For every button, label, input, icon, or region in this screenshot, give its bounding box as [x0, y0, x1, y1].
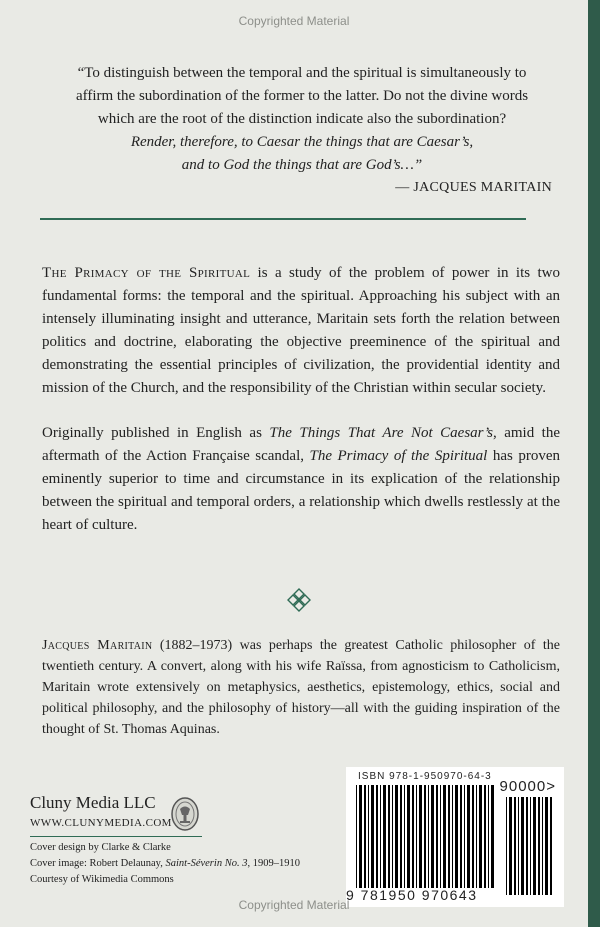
- barcode-bar: [542, 797, 543, 895]
- quote-line: which are the root of the distinction indicate also the subordination?: [97, 111, 507, 127]
- publication-paragraph: [42, 422, 560, 537]
- barcode-bar: [538, 797, 540, 895]
- barcode-bar: [484, 785, 486, 888]
- quote-line: “To distinguish between the temporal and the spiritual is simultaneously to: [77, 65, 527, 81]
- quote-line: affirm the subordination of the former to the latter. Do not the divine words: [75, 88, 529, 104]
- watermark-bottom: Copyrighted Material: [238, 898, 350, 912]
- barcode-bar: [550, 797, 552, 895]
- barcode-bar: [392, 785, 393, 888]
- courtesy-credit: Courtesy of Wikimedia Commons: [30, 874, 174, 885]
- barcode-bar: [436, 785, 438, 888]
- image-credit-title: Saint-Séverin No. 3: [165, 858, 248, 869]
- barcode-bar: [419, 785, 422, 888]
- barcode-bar: [533, 797, 536, 895]
- image-credit: [30, 856, 300, 872]
- barcode-bar: [376, 785, 378, 888]
- barcode-bar: [448, 785, 450, 888]
- design-credit: Cover design by Clarke & Clarke: [30, 842, 171, 853]
- image-credit-suffix: , 1909–1910: [247, 858, 300, 869]
- barcode-bar: [356, 785, 357, 888]
- publisher-seal-icon: [170, 796, 200, 832]
- barcode-bar: [476, 785, 477, 888]
- barcode-bar: [521, 797, 524, 895]
- image-credit-prefix: Cover image: Robert Delaunay,: [30, 858, 166, 869]
- book-title-italic: The Primacy of the Spiritual: [309, 448, 488, 464]
- publisher-url: WWW.CLUNYMEDIA.COM: [30, 817, 172, 829]
- quote-attribution: — JACQUES MARITAIN: [395, 180, 552, 195]
- barcode-bar: [488, 785, 489, 888]
- barcode-bar: [440, 785, 441, 888]
- watermark-top: Copyrighted Material: [238, 14, 350, 28]
- barcode-bar: [407, 785, 410, 888]
- barcode-bar: [472, 785, 474, 888]
- publisher-name: Cluny Media LLC: [30, 793, 156, 812]
- original-title: The Things That Are Not Caesar’s: [269, 425, 493, 441]
- barcode-bar: [428, 785, 429, 888]
- barcode-digits: 9 781950 970643: [346, 887, 478, 903]
- publication-text: , amid the aftermath of the Action Française scandal,: [42, 425, 561, 464]
- fleuron-ornament-icon: [286, 587, 312, 613]
- barcode-bar: [404, 785, 405, 888]
- barcode-main-bars: [356, 785, 494, 888]
- isbn-barcode: [346, 767, 564, 907]
- barcode-bar: [506, 797, 507, 895]
- barcode-bar: [509, 797, 512, 895]
- barcode-bar: [514, 797, 516, 895]
- price-code: 90000>: [499, 778, 556, 795]
- barcode-bar: [416, 785, 417, 888]
- book-title: The Primacy of the Spiritual: [42, 265, 251, 281]
- barcode-bar: [400, 785, 402, 888]
- description-paragraph: [42, 262, 560, 400]
- spine-edge-strip: [588, 0, 600, 927]
- barcode-bar: [452, 785, 453, 888]
- author-bio-paragraph: [42, 635, 560, 740]
- barcode-bar: [383, 785, 386, 888]
- barcode-bar: [380, 785, 381, 888]
- barcode-bar: [460, 785, 462, 888]
- publisher-divider: [30, 836, 202, 837]
- barcode-bar: [479, 785, 482, 888]
- divider-rule: [40, 218, 526, 220]
- author-name: Jacques Maritain: [42, 638, 153, 653]
- barcode-bar: [364, 785, 366, 888]
- barcode-bar: [443, 785, 446, 888]
- barcode-bar: [530, 797, 531, 895]
- barcode-bar: [371, 785, 374, 888]
- barcode-addon-bars: [506, 797, 554, 895]
- barcode-bar: [545, 797, 548, 895]
- barcode-bar: [368, 785, 369, 888]
- cover-credits: [30, 840, 300, 888]
- publication-text: has proven eminently superior to time and circumstance in its explication of the relationship between the spiritual and temporal orders, a relationship which dwells restlessly at the heart of culture.: [42, 448, 560, 533]
- barcode-bar: [491, 785, 494, 888]
- publication-text: Originally published in English as: [42, 425, 270, 441]
- epigraph-quote: [42, 62, 562, 177]
- author-bio-text: (1882–1973) was perhaps the greatest Catholic philosopher of the twentieth century. A convert, along with his wife Raïssa, from agnosticism to Catholicism, Maritain wrote extensively on metaphysics, aesthetics, epistemology, ethics, social and political philosophy, and the philosophy of history—all with the guiding inspiration of the thought of St. Thomas Aquinas.: [42, 638, 560, 737]
- barcode-bar: [518, 797, 519, 895]
- description-text: is a study of the problem of power in its two fundamental forms: the temporal and the spiritual. Approaching his subject with an intensely illuminating insight and utterance, Maritain sets forth the relation between politics and doctrine, elaborating the objective preeminence of the spiritual and demonstrating the essential principles of civilization, the providential identity and mission of the Church, and the responsibility of the Christian within secular society.: [42, 265, 561, 396]
- barcode-bar: [464, 785, 465, 888]
- barcode-bar: [424, 785, 426, 888]
- barcode-bar: [526, 797, 528, 895]
- quote-line-italic: and to God the things that are God’s…”: [181, 157, 423, 173]
- barcode-bar: [412, 785, 414, 888]
- barcode-bar: [431, 785, 434, 888]
- barcode-bar: [467, 785, 470, 888]
- barcode-bar: [395, 785, 398, 888]
- barcode-bar: [388, 785, 390, 888]
- isbn-label: ISBN 978-1-950970-64-3: [358, 771, 492, 782]
- quote-line-italic: Render, therefore, to Caesar the things that are Caesar’s,: [130, 134, 474, 150]
- barcode-bar: [359, 785, 362, 888]
- barcode-bar: [455, 785, 458, 888]
